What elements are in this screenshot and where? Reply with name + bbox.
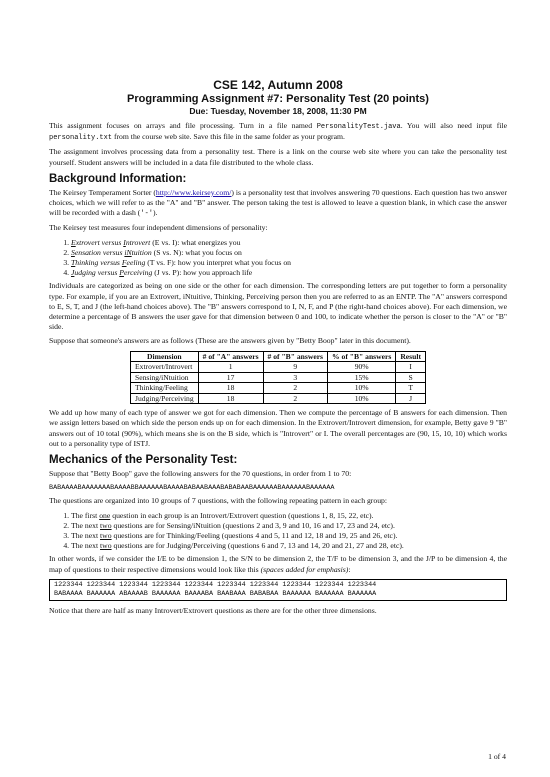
intro-text-b: . You will also need input file [400,121,507,130]
emphasis-note: (spaces added for emphasis) [260,564,349,574]
mechanics-paragraph-2: The questions are organized into 10 groups of 7 questions, with the following repeating pattern in each group: [49,496,388,506]
mechanics-paragraph-4: Notice that there are half as many Introvert/Extrovert questions as there are for the other three dimensions. [49,605,377,615]
table-cell: 2 [263,383,327,394]
table-row [131,393,426,404]
table-row [131,362,426,373]
background-paragraph-3: Individuals are categorized as being on one side or the other for each dimension. The corresponding letters are put together to form a personality type. For example, if you are an Extrovert, iNtuitive, Thinking, Perceiving person then you are referred to as an ENTP. The "A" answers correspond to E, S, T, and J (the left-hand choices above). The "B" answers correspond to I, N, F, and P (the right-hand choices above). For each dimension, we determine a percentage of B answers the user gave for that dimension between 0 and 100, to indicate whether the person is closer to the "A" or "B" side. [49,281,507,332]
list-item: 4. The next two questions are for Judging/Perceiving (questions 6 and 7, 13 and 14, 20 and 21, 27 and 28, etc). [71,541,507,551]
intro-paragraph-2: The assignment involves processing data from a personality test. There is a link on the course web site where you can take the personality test yourself. Student answers will be included in a data file distributed to the whole class. [49,147,507,167]
table-cell: S [396,372,426,383]
list-item: 2. The next two questions are for Sensing/iNtuition (questions 2 and 3, 9 and 10, 16 and 17, 23 and 24, etc). [71,521,507,531]
table-cell: T [396,383,426,394]
list-item: 1. The first one question in each group is an Introvert/Extrovert question (questions 1, 8, 15, 22, etc). [71,511,507,521]
due-date: Due: Tuesday, November 18, 2008, 11:30 PM [189,106,367,116]
table-cell: 90% [328,362,396,373]
filename-txt: personality.txt [49,134,113,143]
column-header: % of "B" answers [328,351,396,362]
dimensions-table [130,351,426,405]
background-text-c: ). [152,208,158,218]
table-cell: J [396,393,426,404]
answer-string: BABAAAABAAAAAAABAAAABBAAAAAABAAAABABAABAAABABABAABAAAAAABAAAAAABAAAAAA [49,484,335,493]
dimension-map-box [49,579,507,601]
background-paragraph-5: We add up how many of each type of answer we got for each dimension. Then we compute the percentage of B answers for each dimension. Then we assign letters based on which side the person ends up on for each dimension. In the Extrovert/Introvert dimension, for example, Betty gave 9 "B" answers out of 10 total (90%), which means she is on the B side, which is "Introvert" or I. The overall percentages are (90, 15, 10, 10) which works out to a personality type of ISTJ. [49,408,507,448]
background-text-b: ) is a personality test that involves answering 70 questions. Each question has two answer choices, which we will refer to as the "A" and "B" answer. The person taking the test is allowed to leave a question blank, in which case the answer will be recorded with a dash ( [49,187,507,218]
table-cell: 1 [198,362,263,373]
list-item: 2. Sensation versus iNtuition (S vs. N): what you focus on [71,248,507,258]
column-header: # of "A" answers [198,351,263,362]
list-item: 3. The next two questions are for Thinking/Feeling (questions 4 and 5, 11 and 12, 18 and 19, 25 and 26, etc). [71,531,507,541]
table-header-row [131,351,426,362]
column-header: Dimension [131,351,199,362]
assignment-title: Programming Assignment #7: Personality Test (20 points) [127,93,429,105]
keirsey-link[interactable]: http://www.keirsey.com/ [155,187,232,197]
table-cell: Sensing/iNtuition [131,372,199,383]
background-paragraph-4: Suppose that someone's answers are as follows (These are the answers given by "Betty Boop" later in this document). [49,336,411,346]
table-cell: 9 [263,362,327,373]
column-header: # of "B" answers [263,351,327,362]
dimension-map-answers: BABAAAA BAAAAAA ABAAAAB BAAAAAA BAAAABA BAABAAA BABABAA BAAAAAA BAAAAAA BAAAAAA [54,589,377,598]
table-cell: 10% [328,393,396,404]
intro-text-a: This assignment focuses on arrays and file processing. Turn in a file named [49,121,317,130]
table-cell: I [396,362,426,373]
list-item: 1. Extrovert versus Introvert (E vs. I): what energizes you [71,238,507,248]
document-page [49,78,507,620]
table-cell: 15% [328,372,396,383]
table-cell: 2 [263,393,327,404]
dimension-map-numbers: 1223344 1223344 1223344 1223344 1223344 1223344 1223344 1223344 1223344 1223344 [54,580,377,589]
background-paragraph-1 [49,188,507,220]
list-item: 3. Thinking versus Feeling (T vs. F): how you interpret what you focus on [71,258,507,268]
table-cell: Judging/Perceiving [131,393,199,404]
groups-list [49,511,507,552]
intro-paragraph-1 [49,121,507,143]
mechanics-paragraph-1: Suppose that "Betty Boop" gave the following answers for the 70 questions, in order from 1 to 70: [49,468,352,478]
mechanics-paragraph-3 [49,554,507,574]
filename-java: PersonalityTest.java [316,123,401,131]
table-cell: 10% [328,383,396,394]
list-item: 4. Judging versus Perceiving (J vs. P): how you approach life [71,268,507,278]
section-heading-mechanics: Mechanics of the Personality Test: [49,453,238,466]
intro-text-c: from the course web site. Save this file in the same folder as your program. [112,132,345,142]
table-row [131,383,426,394]
mechanics-text-end: : [348,564,351,574]
background-paragraph-2: The Keirsey test measures four independent dimensions of personality: [49,223,268,233]
table-cell: 18 [198,383,263,394]
table-cell: 3 [263,372,327,383]
table-row [131,372,426,383]
page-number: 1 of 4 [488,752,506,761]
table-cell: Thinking/Feeling [131,383,199,394]
dash-char: '-' [140,210,153,219]
table-cell: 18 [198,393,263,404]
mechanics-text-a: In other words, if we consider the I/E to be dimension 1, the S/N to be dimension 2, the T/F to be dimension 3, and the J/P to be dimension 4, the map of questions to their respective dimensions would look like this [49,554,507,574]
dimensions-list [49,238,507,279]
column-header: Result [396,351,426,362]
background-text-a: The Keirsey Temperament Sorter ( [49,187,156,197]
table-cell: Extrovert/Introvert [131,362,199,373]
table-cell: 17 [198,372,263,383]
section-heading-background: Background Information: [49,172,187,185]
course-title: CSE 142, Autumn 2008 [213,78,343,92]
